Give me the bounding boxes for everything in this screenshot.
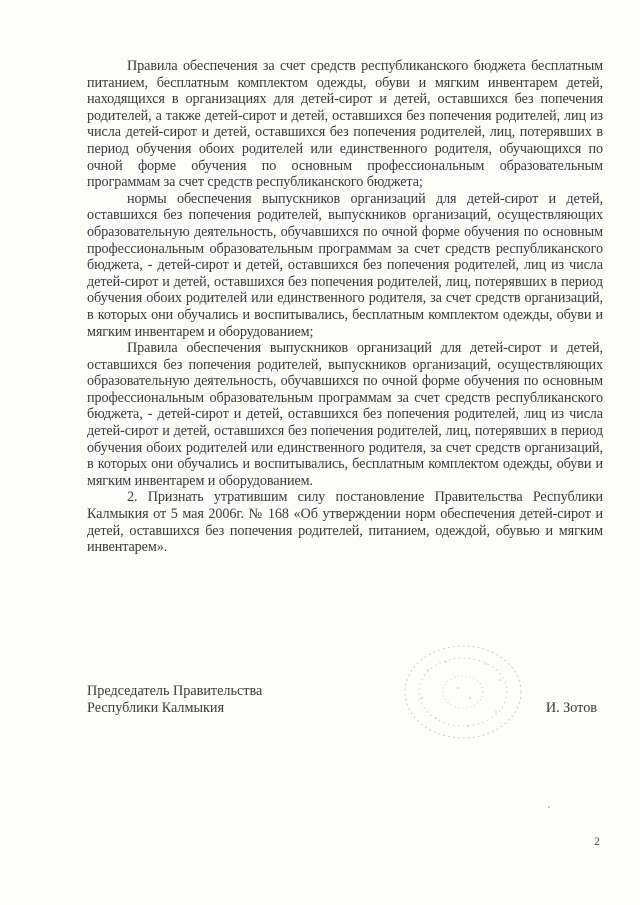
signatory-name: И. Зотов <box>545 699 597 716</box>
page-number: 2 <box>594 834 600 848</box>
signature-block <box>87 683 603 716</box>
document-body <box>87 58 603 556</box>
paragraph-rules-budget: Правила обеспечения за счет средств республиканского бюджета бесплатным питанием, бесплатным комплектом одежды, обуви и мягким инвентарем детей, находящихся в организациях для детей-сирот и детей, оставшихся без попечения родителей, а также детей-сирот и детей, оставшихся без попечения родителей, лиц из числа детей-сирот и детей, оставшихся без попечения родителей, лиц, потерявших в период обучения обоих родителей или единственного родителя, обучающихся по очной форме обучения по основным профессиональным образовательным программам за счет средств республиканского бюджета; <box>87 58 603 191</box>
scan-speck <box>548 806 550 808</box>
paragraph-rules-graduates: Правила обеспечения выпускников организаций для детей-сирот и детей, оставшихся без попечения родителей, выпускников организаций, осуществляющих образовательную деятельность, обучавшихся по очной форме обучения по основным профессиональным образовательным программам за счет средств республиканского бюджета, - детей-сирот и детей, оставшихся без попечения родителей, лиц из числа детей-сирот и детей, оставшихся без попечения родителей, лиц, потерявших в период обучения обоих родителей или единственного родителя, за счет средств организаций, в которых они обучались и воспитывались, бесплатным комплектом одежды, обуви и мягким инвентарем и оборудованием. <box>87 340 603 489</box>
paragraph-repeal: 2. Признать утратившим силу постановление Правительства Республики Калмыкия от 5 мая 2006г. № 168 «Об утверждении норм обеспечения детей-сирот и детей, оставшихся без попечения родителей, питанием, одеждой, обувью и мягким инвентарем». <box>87 489 603 556</box>
signatory-title-line2: Республики Калмыкия <box>87 699 225 716</box>
signatory-title-line1: Председатель Правительства <box>87 683 263 699</box>
paragraph-norms-graduates: нормы обеспечения выпускников организаций для детей-сирот и детей, оставшихся без попечения родителей, выпускников организаций, осуществляющих образовательную деятельность, обучавшихся по очной форме обучения по основным профессиональным образовательным программам за счет средств республиканского бюджета, - детей-сирот и детей, оставшихся без попечения родителей, лиц из числа детей-сирот и детей, оставшихся без попечения родителей, лиц, потерявших в период обучения обоих родителей или единственного родителя, за счет средств организаций, в которых они обучались и воспитывались, бесплатным комплектом одежды, обуви и мягким инвентарем и оборудованием; <box>87 190 603 340</box>
